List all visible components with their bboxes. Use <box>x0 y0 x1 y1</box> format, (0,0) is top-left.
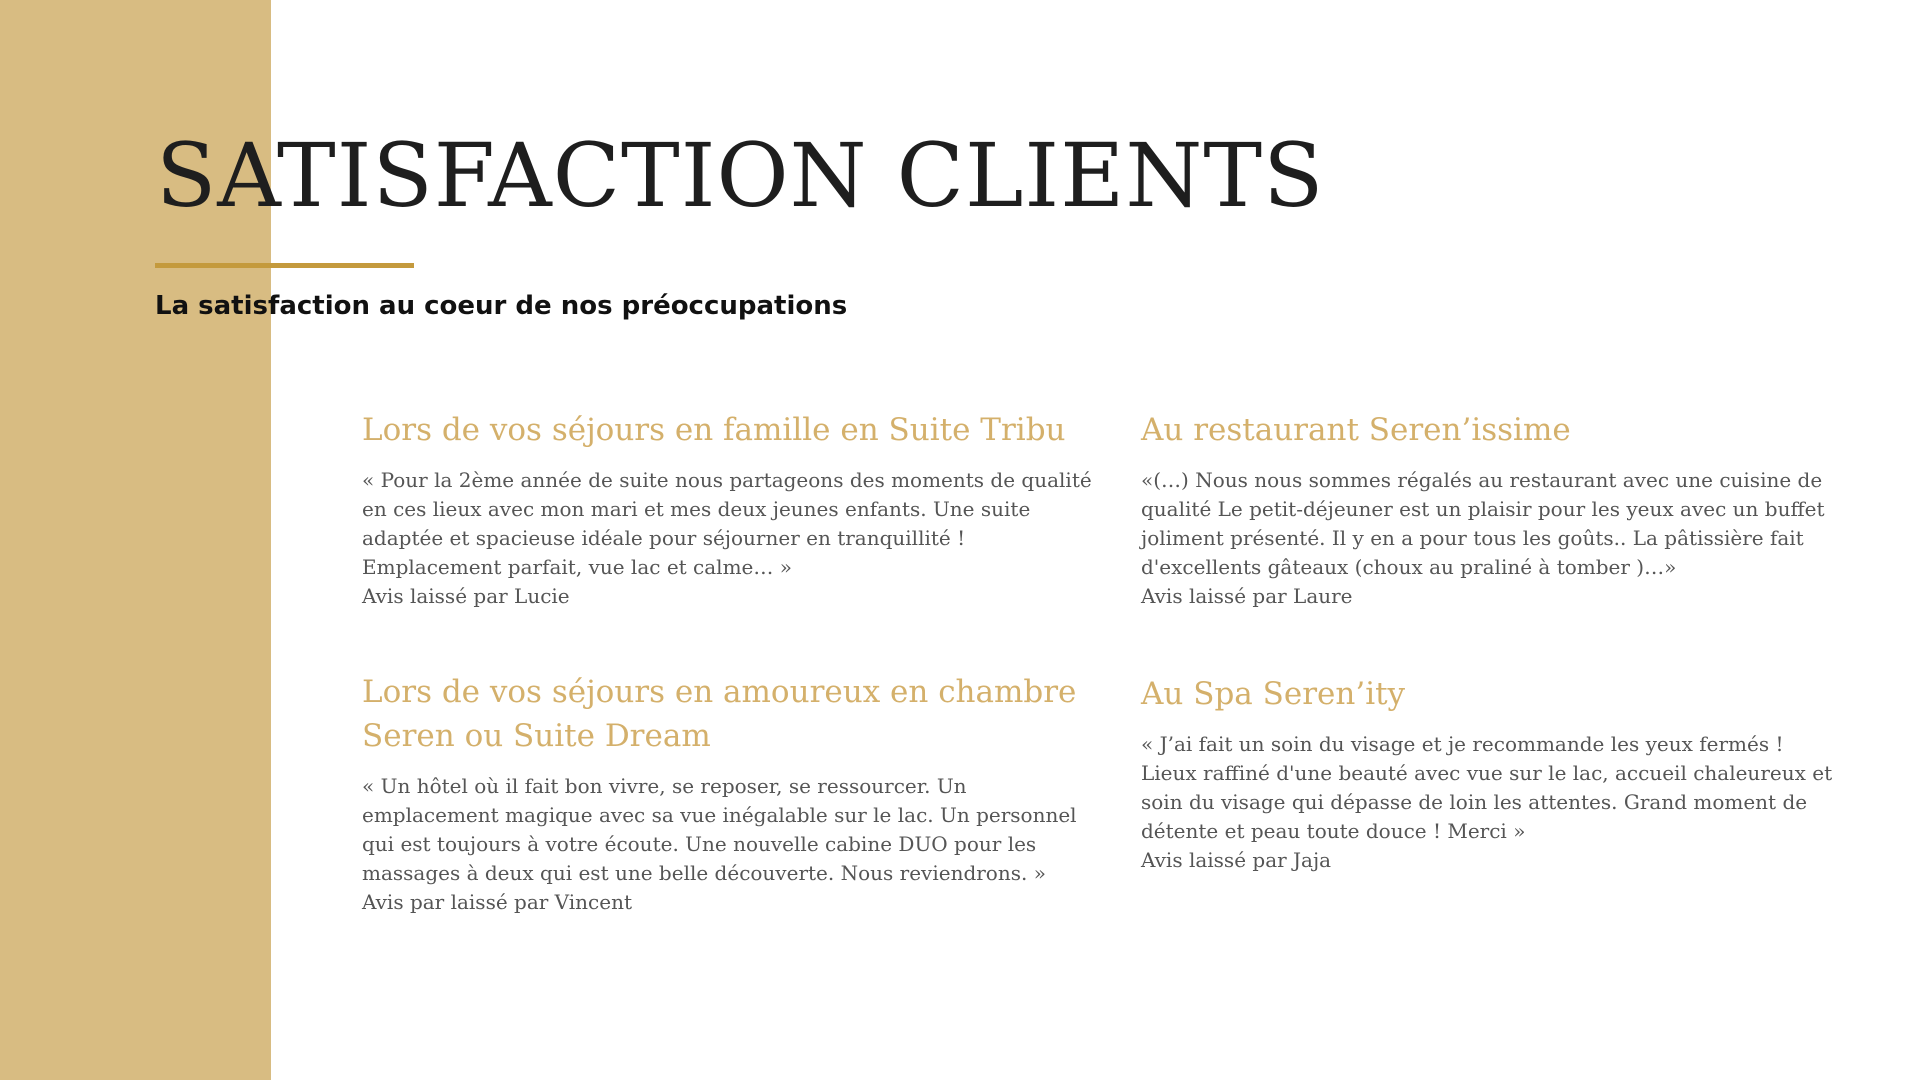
review-text: « Pour la 2ème année de suite nous partageons des moments de qualité en ces lieux avec mon mari et mes deux jeunes enfants. Une suite adaptée et spacieuse idéale pour séjourner en tranquillité ! Emplacement parfait, vue lac et calme… » <box>362 468 1092 579</box>
review-family-suite <box>362 408 1092 611</box>
review-spa <box>1141 672 1841 875</box>
review-text: «(…) Nous nous sommes régalés au restaurant avec une cuisine de qualité Le petit-déjeuner est un plaisir pour les yeux avec un buffet joliment présenté. Il y en a pour tous les goûts.. La pâtissière fait d'excellents gâteaux (choux au praliné à tomber )…» <box>1141 468 1825 579</box>
review-author: Avis par laissé par Vincent <box>362 890 632 914</box>
review-restaurant <box>1141 408 1841 611</box>
review-author: Avis laissé par Laure <box>1141 584 1353 608</box>
review-heading: Au restaurant Seren’issime <box>1141 412 1571 448</box>
title-underline <box>155 263 414 268</box>
review-author: Avis laissé par Jaja <box>1141 848 1332 872</box>
page-subtitle: La satisfaction au coeur de nos préoccupations <box>155 291 848 321</box>
review-author: Avis laissé par Lucie <box>362 584 570 608</box>
review-heading: Lors de vos séjours en famille en Suite Tribu <box>362 412 1066 448</box>
review-text: « J’ai fait un soin du visage et je recommande les yeux fermés ! Lieux raffiné d'une beauté avec vue sur le lac, accueil chaleureux et soin du visage qui dépasse de loin les attentes. Grand moment de détente et peau toute douce ! Merci » <box>1141 732 1833 843</box>
review-heading: Au Spa Seren’ity <box>1141 676 1406 712</box>
review-heading: Lors de vos séjours en amoureux en chambre Seren ou Suite Dream <box>362 674 1077 754</box>
review-text: « Un hôtel où il fait bon vivre, se reposer, se ressourcer. Un emplacement magique avec sa vue inégalable sur le lac. Un personnel qui est toujours à votre écoute. Une nouvelle cabine DUO pour les massages à deux qui est une belle découverte. Nous reviendrons. » <box>362 774 1077 885</box>
review-couple-room <box>362 670 1092 917</box>
page-title: SATISFACTION CLIENTS <box>156 124 1325 227</box>
